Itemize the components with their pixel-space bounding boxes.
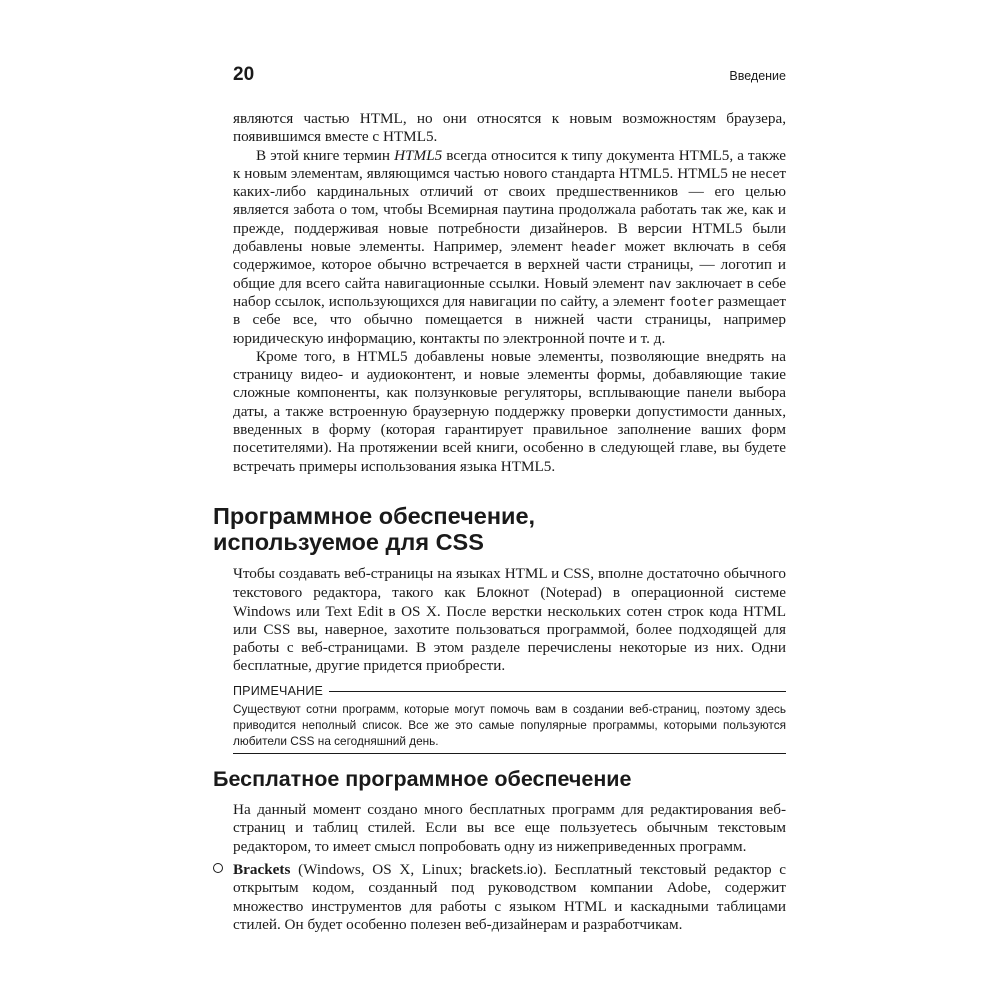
text-run: (Notepad) в операционной системе Windows или Text Edit в OS X. После верстки нескольких сотен строк кода HTML или CSS вы, наверное, захотите пользоваться программой, более подходящей для работы с веб-страницами. В этом разделе перечислены некоторые из них. Одни бесплатные, другие придется приобрести. xyxy=(233,584,786,675)
text-run: может включать в себя содержимое, которое обычно встречается в верхней части страницы, — логотип и общие для всего сайта навигационные ссылки. Новый элемент xyxy=(233,238,786,292)
heading-line: Программное обеспечение, xyxy=(213,503,536,529)
text-run: (Windows, OS X, Linux; xyxy=(290,861,471,878)
list-item-text xyxy=(233,860,786,934)
intro-text xyxy=(233,110,786,476)
note-label: ПРИМЕЧАНИЕ xyxy=(233,684,324,698)
code-term: footer xyxy=(668,293,714,309)
text-run: заключает в себе набор ссылок, использующихся для навигации по сайту, а элемент xyxy=(233,274,786,310)
program-name: Brackets xyxy=(233,861,291,878)
text-run: ). Бесплатный текстовый редактор с открытым кодом, созданный под руководством компании Adobe, содержит множество инструментов для работы с языком HTML и каскадными таблицами стилей. Он будет особенно полезен веб-дизайнерам и разработчикам. xyxy=(233,861,786,933)
section-heading xyxy=(213,503,793,555)
software-text xyxy=(233,565,786,676)
text-run: размещает в себе все, что обычно помещается в нижней части страницы, например юридическую информацию, контакты по электронной почте и т. д. xyxy=(233,292,786,347)
heading-line: используемое для CSS xyxy=(213,529,484,555)
note-box xyxy=(233,683,786,754)
paragraph: На данный момент создано много бесплатных программ для редактирования веб-страниц и таблиц стилей. Если вы все еще пользуетесь обычным текстовым редактором, то имеет смысл попробовать одну из нижеприведенных программ. xyxy=(233,801,786,855)
italic-term: HTML5 xyxy=(394,146,443,164)
text-run: всегда относится к типу документа HTML5, а также к новым элементам, являющимся частью нового стандарта HTML5. HTML5 не несет каких-либо кардинальных отличий от своих предшественников — его целью является забота о том, чтобы Всемирная паутина продолжала работать так же, как и прежде, поддерживая новые потребности дизайнеров. В версии HTML5 были добавлены новые элементы. Например, элемент xyxy=(233,146,786,256)
code-term: nav xyxy=(648,275,672,291)
note-text: Существуют сотни программ, которые могут помочь вам в создании веб-страниц, поэтому здесь приводится неполный список. Все же это самые популярные программы, которыми пользуются любители CSS на сегодняшний день. xyxy=(233,702,786,748)
note-header xyxy=(233,683,786,699)
code-term: header xyxy=(570,239,617,255)
bullet-circle-icon xyxy=(213,863,223,873)
paragraph: Кроме того, в HTML5 добавлены новые элементы, позволяющие внедрять на страницу видео- и аудиоконтент, и новые элементы формы, добавляющие такие сложные компоненты, как ползунковые регуляторы, всплывающие панели выбора даты, а также встроенную браузерную поддержку проверки допустимости данных, введенных в форму (которая гарантирует правильное заполнение ваших форм посетителями). На протяжении всей книги, особенно в следующей главе, вы будете встречать примеры использования языка HTML5. xyxy=(233,347,786,475)
note-rule xyxy=(329,691,786,692)
running-head xyxy=(233,64,786,90)
text-run: Чтобы создавать веб-страницы на языках HTML и CSS, вполне достаточно обычного текстового редактора, такого как xyxy=(233,565,786,602)
running-head-section: Введение xyxy=(729,69,786,83)
free-software-text xyxy=(233,801,786,856)
paragraph xyxy=(233,565,786,676)
subsection-heading: Бесплатное программное обеспечение xyxy=(213,767,632,791)
text-run: В этой книге термин xyxy=(256,146,395,164)
page-number: 20 xyxy=(233,64,255,85)
paragraph: являются частью HTML, но они относятся к новым возможностям браузера, появившимся вместе с HTML5. xyxy=(233,110,786,146)
program-url: brackets.io xyxy=(470,861,538,877)
paragraph xyxy=(233,147,786,348)
app-name: Блокнот xyxy=(476,584,530,601)
note-bottom-rule xyxy=(233,753,786,754)
